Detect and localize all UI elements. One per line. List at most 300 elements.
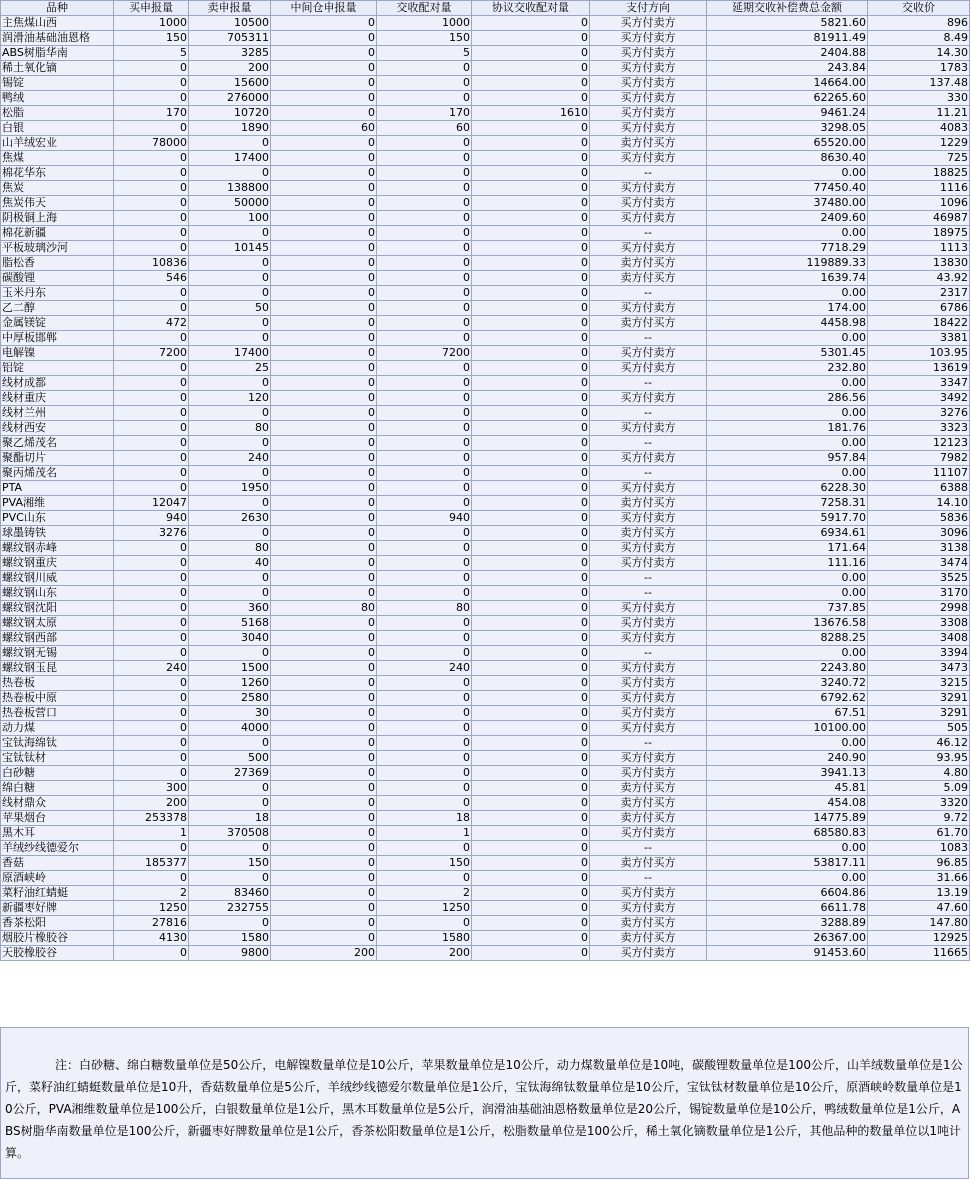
- table-cell: 0: [472, 631, 590, 646]
- table-cell: 505: [868, 721, 970, 736]
- table-cell: 181.76: [707, 421, 868, 436]
- table-cell: 0: [189, 286, 271, 301]
- table-cell: 卖方付买方: [590, 316, 707, 331]
- table-cell: 0: [472, 406, 590, 421]
- table-cell: 0: [271, 676, 377, 691]
- table-cell: 2: [114, 886, 189, 901]
- table-cell: 1000: [377, 16, 472, 31]
- table-cell: 5821.60: [707, 16, 868, 31]
- table-cell: 11.21: [868, 106, 970, 121]
- table-cell: 0.00: [707, 436, 868, 451]
- table-cell: 3525: [868, 571, 970, 586]
- table-cell: 5836: [868, 511, 970, 526]
- table-cell: 平板玻璃沙河: [1, 241, 114, 256]
- table-cell: PVA湘维: [1, 496, 114, 511]
- table-cell: 0: [472, 571, 590, 586]
- table-cell: 0: [271, 466, 377, 481]
- table-cell: 买方付卖方: [590, 721, 707, 736]
- header-cell: 交收价: [868, 1, 970, 16]
- table-cell: 0: [472, 46, 590, 61]
- table-cell: --: [590, 166, 707, 181]
- table-cell: 0: [472, 511, 590, 526]
- table-cell: 买方付卖方: [590, 346, 707, 361]
- table-cell: 0.00: [707, 841, 868, 856]
- table-cell: 菜籽油红蜻蜓: [1, 886, 114, 901]
- table-cell: 0: [271, 901, 377, 916]
- table-cell: 68580.83: [707, 826, 868, 841]
- table-cell: 线材西安: [1, 421, 114, 436]
- table-cell: 0: [377, 526, 472, 541]
- table-row: [1, 271, 970, 286]
- table-cell: 0: [114, 301, 189, 316]
- table-cell: 26367.00: [707, 931, 868, 946]
- table-cell: 472: [114, 316, 189, 331]
- table-cell: 500: [189, 751, 271, 766]
- table-cell: 0: [189, 406, 271, 421]
- table-cell: 67.51: [707, 706, 868, 721]
- table-cell: 0: [472, 541, 590, 556]
- table-row: [1, 796, 970, 811]
- table-cell: 0: [271, 931, 377, 946]
- table-cell: 10100.00: [707, 721, 868, 736]
- table-cell: 0: [114, 691, 189, 706]
- table-cell: 0: [472, 181, 590, 196]
- table-cell: 10145: [189, 241, 271, 256]
- table-cell: 买方付卖方: [590, 76, 707, 91]
- table-cell: 0: [377, 631, 472, 646]
- table-cell: 0: [189, 871, 271, 886]
- table-cell: 0: [271, 796, 377, 811]
- table-cell: 新疆枣好牌: [1, 901, 114, 916]
- table-cell: 0: [472, 166, 590, 181]
- table-row: [1, 136, 970, 151]
- table-row: [1, 631, 970, 646]
- table-cell: 0: [271, 766, 377, 781]
- table-cell: 0: [271, 721, 377, 736]
- table-cell: 线材成都: [1, 376, 114, 391]
- table-cell: 12123: [868, 436, 970, 451]
- table-cell: 0: [114, 706, 189, 721]
- table-cell: 13.19: [868, 886, 970, 901]
- table-cell: 37480.00: [707, 196, 868, 211]
- table-cell: 中厚板邯郸: [1, 331, 114, 346]
- table-cell: 119889.33: [707, 256, 868, 271]
- table-row: [1, 346, 970, 361]
- table-cell: 0: [271, 541, 377, 556]
- table-cell: 螺纹钢玉昆: [1, 661, 114, 676]
- table-cell: 0: [472, 31, 590, 46]
- table-cell: 18825: [868, 166, 970, 181]
- table-cell: 18975: [868, 226, 970, 241]
- table-cell: 0: [472, 481, 590, 496]
- table-cell: 6604.86: [707, 886, 868, 901]
- table-row: [1, 451, 970, 466]
- table-cell: 10720: [189, 106, 271, 121]
- table-cell: 买方付卖方: [590, 211, 707, 226]
- table-cell: 0: [114, 616, 189, 631]
- table-cell: 3276: [868, 406, 970, 421]
- table-row: [1, 16, 970, 31]
- table-cell: 13830: [868, 256, 970, 271]
- table-cell: 0: [271, 886, 377, 901]
- table-cell: 370508: [189, 826, 271, 841]
- header-row: [1, 1, 970, 16]
- table-cell: 11665: [868, 946, 970, 961]
- table-cell: 200: [377, 946, 472, 961]
- table-cell: 0: [189, 466, 271, 481]
- table-cell: 0: [271, 301, 377, 316]
- table-cell: 0: [377, 691, 472, 706]
- table-cell: 锡锭: [1, 76, 114, 91]
- table-row: [1, 106, 970, 121]
- table-cell: 13676.58: [707, 616, 868, 631]
- table-cell: 0: [377, 841, 472, 856]
- table-cell: 1: [114, 826, 189, 841]
- table-cell: 0: [114, 766, 189, 781]
- table-cell: 0: [271, 46, 377, 61]
- table-cell: 0: [472, 91, 590, 106]
- table-cell: 买方付卖方: [590, 16, 707, 31]
- table-cell: 4.80: [868, 766, 970, 781]
- table-cell: --: [590, 466, 707, 481]
- table-cell: 240: [114, 661, 189, 676]
- table-cell: 243.84: [707, 61, 868, 76]
- table-cell: 546: [114, 271, 189, 286]
- table-cell: 232755: [189, 901, 271, 916]
- table-cell: 球墨铸铁: [1, 526, 114, 541]
- table-row: [1, 766, 970, 781]
- table-cell: 0: [271, 211, 377, 226]
- table-cell: 0: [377, 136, 472, 151]
- table-cell: 聚酯切片: [1, 451, 114, 466]
- table-cell: 0: [189, 271, 271, 286]
- table-cell: 8288.25: [707, 631, 868, 646]
- table-cell: 3347: [868, 376, 970, 391]
- table-cell: 苹果烟台: [1, 811, 114, 826]
- table-row: [1, 151, 970, 166]
- table-cell: PVC山东: [1, 511, 114, 526]
- table-cell: 0: [472, 496, 590, 511]
- table-cell: 0: [472, 286, 590, 301]
- table-cell: 454.08: [707, 796, 868, 811]
- table-cell: 螺纹钢川威: [1, 571, 114, 586]
- table-cell: 焦炭伟天: [1, 196, 114, 211]
- table-cell: 27369: [189, 766, 271, 781]
- table-cell: 0: [472, 841, 590, 856]
- table-cell: 0: [114, 451, 189, 466]
- table-cell: 0: [472, 301, 590, 316]
- table-cell: 买方付卖方: [590, 601, 707, 616]
- table-cell: 买方付卖方: [590, 661, 707, 676]
- table-cell: 100: [189, 211, 271, 226]
- table-cell: 0: [271, 526, 377, 541]
- table-cell: --: [590, 406, 707, 421]
- table-cell: 80: [271, 601, 377, 616]
- table-cell: 2409.60: [707, 211, 868, 226]
- table-cell: 0: [472, 466, 590, 481]
- table-cell: 3408: [868, 631, 970, 646]
- table-cell: 羊绒纱线德爱尔: [1, 841, 114, 856]
- table-cell: 60: [377, 121, 472, 136]
- table-cell: 5917.70: [707, 511, 868, 526]
- table-cell: 91453.60: [707, 946, 868, 961]
- table-cell: 线材兰州: [1, 406, 114, 421]
- table-cell: 14775.89: [707, 811, 868, 826]
- table-cell: 0: [377, 256, 472, 271]
- table-cell: 3298.05: [707, 121, 868, 136]
- table-cell: 0: [472, 211, 590, 226]
- table-cell: 螺纹钢重庆: [1, 556, 114, 571]
- table-cell: 0: [377, 421, 472, 436]
- table-cell: 买方付卖方: [590, 886, 707, 901]
- table-cell: 171.64: [707, 541, 868, 556]
- table-cell: 5.09: [868, 781, 970, 796]
- table-cell: 31.66: [868, 871, 970, 886]
- table-cell: 0: [377, 211, 472, 226]
- table-cell: 43.92: [868, 271, 970, 286]
- table-cell: 0: [271, 826, 377, 841]
- table-row: [1, 736, 970, 751]
- table-cell: 0: [114, 721, 189, 736]
- table-cell: 0: [189, 526, 271, 541]
- table-cell: 香菇: [1, 856, 114, 871]
- table-cell: 0: [472, 76, 590, 91]
- table-cell: 1113: [868, 241, 970, 256]
- table-row: [1, 871, 970, 886]
- table-cell: 81911.49: [707, 31, 868, 46]
- table-row: [1, 466, 970, 481]
- table-cell: 螺纹钢太原: [1, 616, 114, 631]
- table-cell: 62265.60: [707, 91, 868, 106]
- table-cell: 3473: [868, 661, 970, 676]
- table-row: [1, 931, 970, 946]
- table-cell: 0: [377, 571, 472, 586]
- table-cell: 0: [472, 361, 590, 376]
- table-cell: 0: [377, 196, 472, 211]
- table-cell: 0: [472, 196, 590, 211]
- table-cell: 螺纹钢无锡: [1, 646, 114, 661]
- table-row: [1, 721, 970, 736]
- table-cell: 5168: [189, 616, 271, 631]
- table-cell: 14664.00: [707, 76, 868, 91]
- table-cell: 83460: [189, 886, 271, 901]
- table-cell: 2998: [868, 601, 970, 616]
- table-cell: 0: [114, 631, 189, 646]
- table-cell: 286.56: [707, 391, 868, 406]
- table-cell: 3276: [114, 526, 189, 541]
- table-cell: 买方付卖方: [590, 631, 707, 646]
- table-row: [1, 331, 970, 346]
- table-cell: 棉花华东: [1, 166, 114, 181]
- table-cell: 0: [114, 541, 189, 556]
- table-cell: 3291: [868, 691, 970, 706]
- table-cell: 0: [377, 496, 472, 511]
- table-cell: 3474: [868, 556, 970, 571]
- table-cell: 买方付卖方: [590, 106, 707, 121]
- table-cell: 卖方付买方: [590, 136, 707, 151]
- table-cell: 白银: [1, 121, 114, 136]
- table-cell: 买方付卖方: [590, 751, 707, 766]
- table-row: [1, 691, 970, 706]
- table-cell: --: [590, 436, 707, 451]
- table-row: [1, 361, 970, 376]
- table-cell: 0: [472, 811, 590, 826]
- table-cell: 0: [271, 811, 377, 826]
- table-cell: 170: [377, 106, 472, 121]
- table-cell: 0.00: [707, 331, 868, 346]
- table-row: [1, 541, 970, 556]
- table-cell: 3215: [868, 676, 970, 691]
- table-cell: 0: [114, 121, 189, 136]
- table-cell: --: [590, 841, 707, 856]
- table-cell: 棉花新疆: [1, 226, 114, 241]
- table-cell: 0: [271, 271, 377, 286]
- table-cell: 卖方付买方: [590, 781, 707, 796]
- table-cell: 0: [271, 481, 377, 496]
- table-cell: 6228.30: [707, 481, 868, 496]
- table-cell: 0: [271, 631, 377, 646]
- table-cell: 45.81: [707, 781, 868, 796]
- table-cell: 18: [377, 811, 472, 826]
- table-cell: 0: [189, 136, 271, 151]
- table-cell: 0: [114, 361, 189, 376]
- table-row: [1, 61, 970, 76]
- table-cell: 0: [472, 331, 590, 346]
- table-cell: 0: [377, 751, 472, 766]
- table-cell: 53817.11: [707, 856, 868, 871]
- table-cell: 0: [114, 151, 189, 166]
- table-cell: 0: [472, 601, 590, 616]
- table-cell: 买方付卖方: [590, 676, 707, 691]
- table-cell: 1500: [189, 661, 271, 676]
- table-cell: 0: [189, 841, 271, 856]
- header-cell: 协议交收配对量: [472, 1, 590, 16]
- table-cell: 卖方付买方: [590, 931, 707, 946]
- table-cell: 0: [114, 211, 189, 226]
- table-cell: 150: [189, 856, 271, 871]
- table-cell: 0: [114, 391, 189, 406]
- table-cell: 47.60: [868, 901, 970, 916]
- table-cell: 1580: [189, 931, 271, 946]
- table-cell: 买方付卖方: [590, 691, 707, 706]
- table-cell: 0: [377, 706, 472, 721]
- table-cell: 3492: [868, 391, 970, 406]
- table-cell: 0: [271, 181, 377, 196]
- table-cell: 8.49: [868, 31, 970, 46]
- table-cell: 3308: [868, 616, 970, 631]
- table-cell: 0: [377, 181, 472, 196]
- table-cell: 0: [271, 736, 377, 751]
- table-cell: 买方付卖方: [590, 541, 707, 556]
- table-cell: 0: [271, 91, 377, 106]
- table-cell: 0: [472, 736, 590, 751]
- table-row: [1, 121, 970, 136]
- table-cell: 8630.40: [707, 151, 868, 166]
- table-cell: 7982: [868, 451, 970, 466]
- table-row: [1, 856, 970, 871]
- table-cell: 120: [189, 391, 271, 406]
- table-cell: 4083: [868, 121, 970, 136]
- table-cell: 0: [377, 796, 472, 811]
- table-cell: 0: [472, 421, 590, 436]
- table-cell: 0: [114, 166, 189, 181]
- table-cell: 3323: [868, 421, 970, 436]
- table-cell: 买方付卖方: [590, 91, 707, 106]
- table-cell: 0: [377, 646, 472, 661]
- table-cell: 0.00: [707, 166, 868, 181]
- table-cell: 5: [114, 46, 189, 61]
- table-row: [1, 241, 970, 256]
- table-cell: 0: [114, 871, 189, 886]
- table-cell: 0: [114, 676, 189, 691]
- table-cell: 0: [271, 106, 377, 121]
- table-cell: 3394: [868, 646, 970, 661]
- table-cell: 0: [377, 271, 472, 286]
- table-row: [1, 946, 970, 961]
- table-cell: 0: [271, 31, 377, 46]
- table-cell: 2243.80: [707, 661, 868, 676]
- table-cell: 0: [472, 781, 590, 796]
- table-cell: 聚乙烯茂名: [1, 436, 114, 451]
- table-cell: 0.00: [707, 586, 868, 601]
- table-cell: 1083: [868, 841, 970, 856]
- table-cell: 热卷板营口: [1, 706, 114, 721]
- table-cell: 0: [189, 916, 271, 931]
- table-cell: 0: [472, 676, 590, 691]
- table-row: [1, 76, 970, 91]
- table-cell: 买方付卖方: [590, 181, 707, 196]
- table-cell: 0: [377, 361, 472, 376]
- table-cell: 0: [377, 871, 472, 886]
- table-cell: --: [590, 286, 707, 301]
- table-cell: 0.00: [707, 571, 868, 586]
- table-cell: --: [590, 646, 707, 661]
- table-cell: 0: [377, 541, 472, 556]
- table-cell: 1250: [377, 901, 472, 916]
- table-cell: 0: [472, 751, 590, 766]
- table-row: [1, 661, 970, 676]
- table-cell: 0: [271, 316, 377, 331]
- table-cell: 17400: [189, 346, 271, 361]
- table-cell: 1783: [868, 61, 970, 76]
- table-cell: 0: [114, 751, 189, 766]
- table-cell: 0: [189, 331, 271, 346]
- table-cell: 240.90: [707, 751, 868, 766]
- table-cell: PTA: [1, 481, 114, 496]
- table-cell: 脂松香: [1, 256, 114, 271]
- table-row: [1, 556, 970, 571]
- table-cell: 78000: [114, 136, 189, 151]
- table-cell: 77450.40: [707, 181, 868, 196]
- table-cell: 0: [114, 76, 189, 91]
- table-cell: 0: [472, 826, 590, 841]
- table-cell: 0: [377, 61, 472, 76]
- table-cell: 1116: [868, 181, 970, 196]
- table-cell: 0: [114, 286, 189, 301]
- table-cell: 0: [271, 916, 377, 931]
- table-cell: 绵白糖: [1, 781, 114, 796]
- header-cell: 卖申报量: [189, 1, 271, 16]
- table-cell: 买方付卖方: [590, 151, 707, 166]
- table-cell: 买方付卖方: [590, 361, 707, 376]
- table-cell: 18422: [868, 316, 970, 331]
- table-cell: 0.00: [707, 406, 868, 421]
- table-cell: 276000: [189, 91, 271, 106]
- table-cell: 0: [472, 121, 590, 136]
- table-cell: 动力煤: [1, 721, 114, 736]
- table-cell: 3040: [189, 631, 271, 646]
- table-cell: 0: [189, 436, 271, 451]
